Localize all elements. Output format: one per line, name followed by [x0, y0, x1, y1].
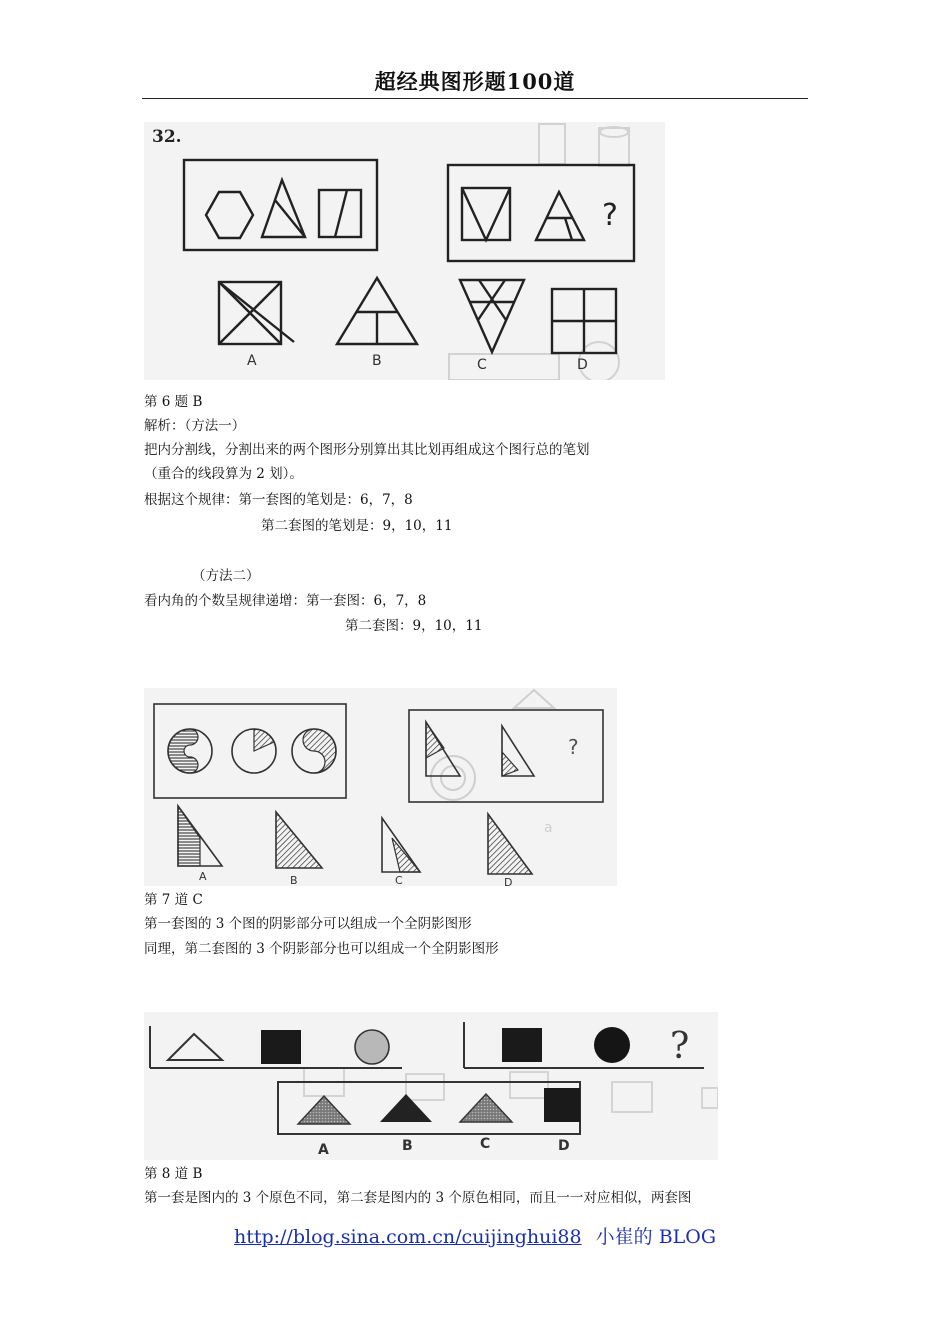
q7-explanation-line: 同理，第二套图的 3 个阴影部分也可以组成一个全阴影图形: [144, 941, 499, 957]
question-mark: ?: [602, 198, 618, 233]
page-title: 超经典图形题100道: [374, 69, 576, 94]
q6-method1-heading: 解析：（方法一）: [144, 418, 246, 434]
q6-strokes-set2: 第二套图的笔划是：9，10，11: [261, 518, 453, 534]
figure-q8-drawing: [144, 1012, 718, 1160]
q6-explanation-line: （重合的线段算为 2 划）。: [144, 466, 303, 482]
option-b-label: B: [372, 353, 382, 369]
question-mark: ?: [670, 1026, 690, 1067]
option-b-label: B: [402, 1138, 413, 1154]
question-mark: ?: [568, 735, 579, 759]
header-rule: [142, 98, 808, 99]
q6-strokes-set1: 根据这个规律：第一套图的笔划是：6，7，8: [144, 492, 413, 508]
option-c-label: C: [395, 874, 403, 886]
q6-answer: 第 6 题 B: [144, 394, 203, 410]
figure-q8: [144, 1012, 718, 1160]
option-d-label: D: [504, 876, 513, 886]
q6-angles-set1: 看内角的个数呈规律递增：第一套图：6，7，8: [144, 593, 427, 609]
option-a-label: A: [247, 353, 257, 369]
option-c-label: C: [477, 357, 487, 373]
figure-q7: [144, 688, 617, 886]
q7-answer: 第 7 道 C: [144, 892, 203, 908]
q8-explanation-line: 第一套是图内的 3 个原色不同，第二套是图内的 3 个原色相同，而且一一对应相似，两套图: [144, 1190, 692, 1206]
q6-explanation-line: 把内分割线，分割出来的两个图形分别算出其比划再组成这个图行总的笔划: [144, 442, 590, 458]
figure-number: 32.: [152, 127, 182, 147]
blog-link[interactable]: http://blog.sina.com.cn/cuijinghui88: [233, 1226, 582, 1248]
figure-q7-drawing: [144, 688, 617, 886]
svg-text:a: a: [544, 820, 553, 836]
option-d-label: D: [577, 357, 588, 373]
figure-q6-drawing: [144, 122, 665, 380]
option-d-label: D: [558, 1138, 570, 1154]
option-b-label: B: [290, 874, 298, 886]
option-c-label: C: [480, 1136, 491, 1152]
page-footer: [0, 1222, 950, 1249]
option-a-label: A: [318, 1142, 329, 1158]
q6-angles-set2: 第二套图：9，10，11: [345, 618, 483, 634]
blog-name: 小崔的 BLOG: [595, 1226, 717, 1248]
option-a-label: A: [199, 870, 207, 883]
q6-method2-heading: （方法二）: [192, 568, 260, 584]
q8-answer: 第 8 道 B: [144, 1166, 203, 1182]
figure-q6: [144, 122, 665, 380]
q7-explanation-line: 第一套图的 3 个图的阴影部分可以组成一个全阴影图形: [144, 916, 472, 932]
